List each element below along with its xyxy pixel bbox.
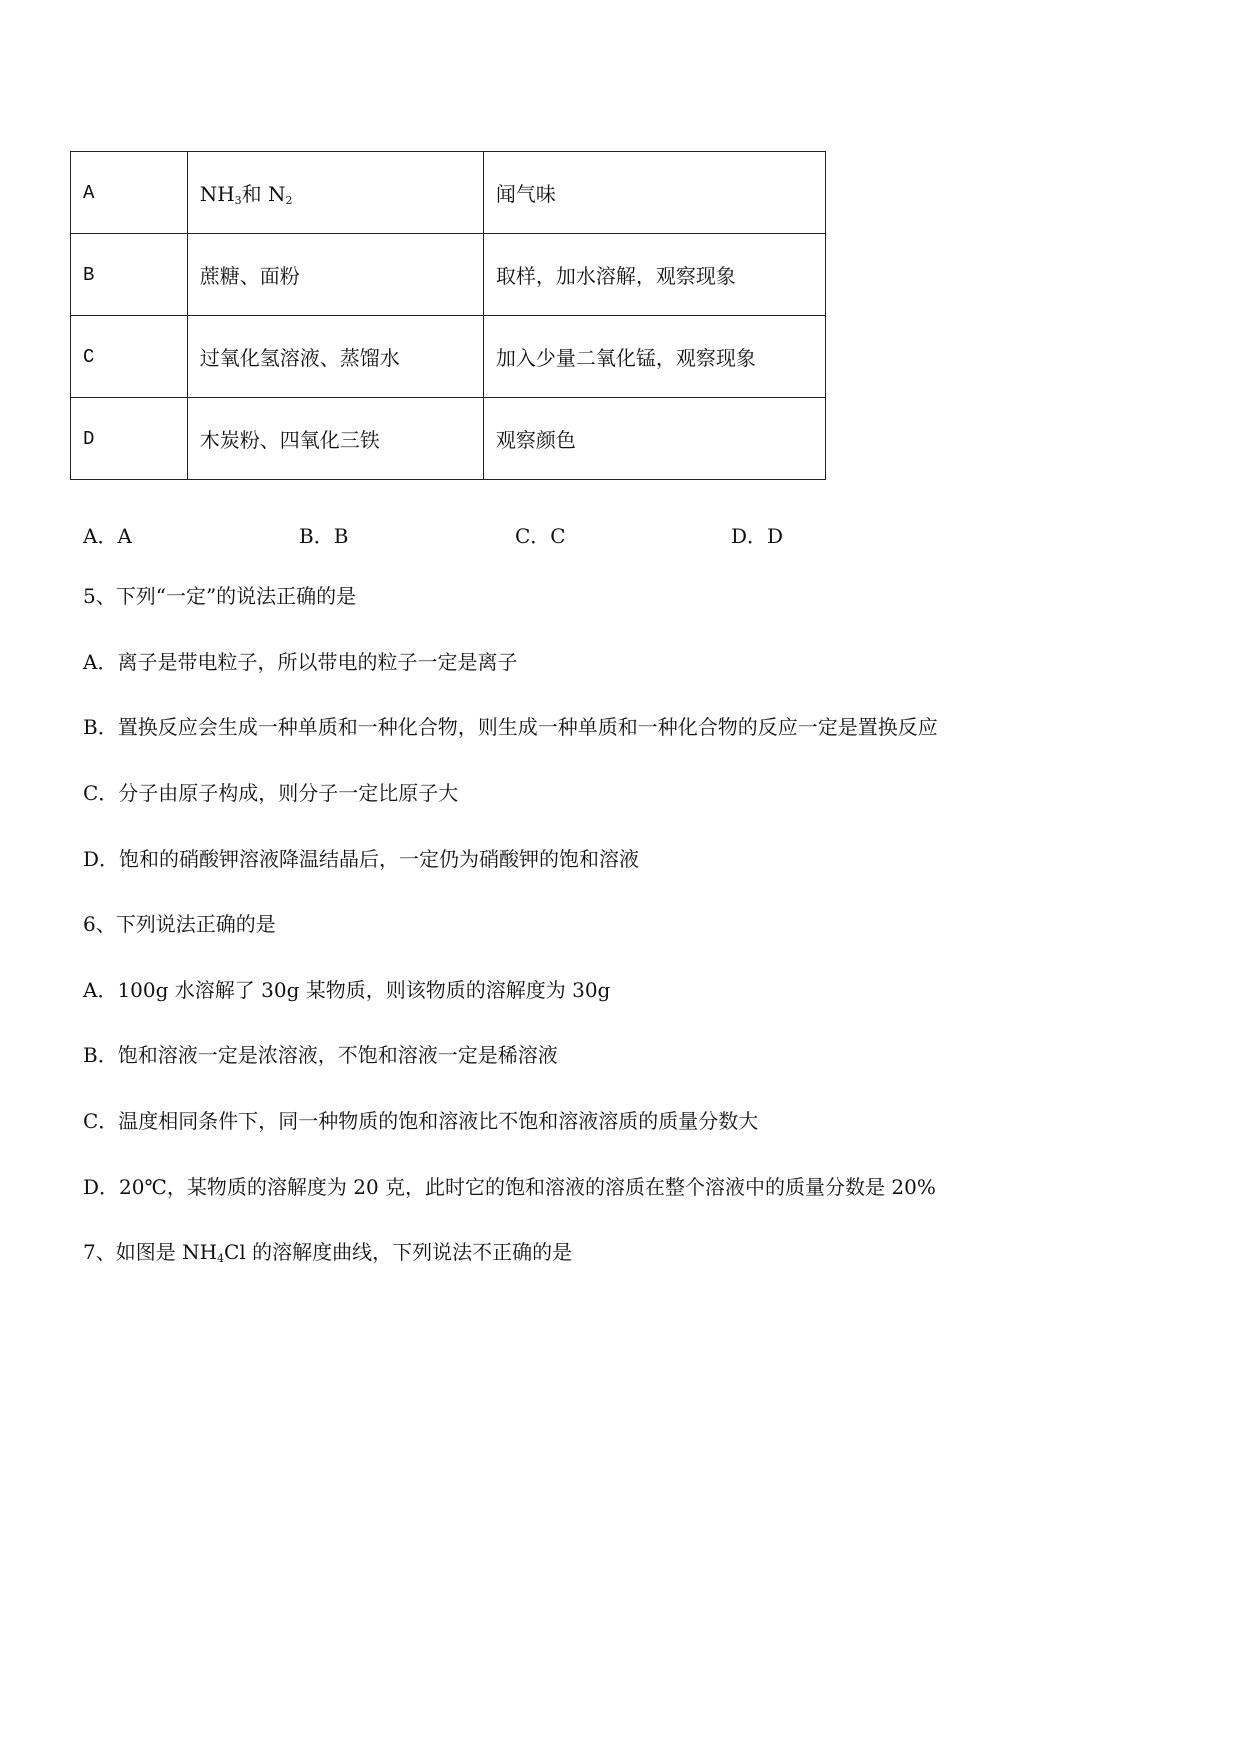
row-method: 闻气味 <box>483 152 825 234</box>
choice-c: C．C <box>515 524 566 548</box>
q6-option-c: C．温度相同条件下，同一种物质的饱和溶液比不饱和溶液溶质的质量分数大 <box>83 1109 759 1133</box>
row-item: 木炭粉、四氧化三铁 <box>187 398 483 480</box>
table-row <box>71 234 826 316</box>
q7-stem: 7、如图是 $NH_4Cl$ 的溶解度曲线，下列说法不正确的是 <box>83 1240 573 1265</box>
q5-option-c: C．分子由原子构成，则分子一定比原子大 <box>83 781 459 805</box>
q6-option-d: D．20℃，某物质的溶解度为 20 克，此时它的饱和溶液的溶质在整个溶液中的质量分数是 20% <box>83 1175 936 1199</box>
row-method: 加入少量二氧化锰，观察现象 <box>483 316 825 398</box>
row-key: C <box>71 316 188 398</box>
q6-option-a: A．100g 水溶解了 30g 某物质，则该物质的溶解度为 30g <box>83 978 611 1002</box>
row-key: A <box>71 152 188 234</box>
row-item: 过氧化氢溶液、蒸馏水 <box>187 316 483 398</box>
identification-table <box>70 151 826 480</box>
row-method: 观察颜色 <box>483 398 825 480</box>
table-row <box>71 316 826 398</box>
row-key: D <box>71 398 188 480</box>
row-method: 取样，加水溶解，观察现象 <box>483 234 825 316</box>
table-row <box>71 152 826 234</box>
row-key: B <box>71 234 188 316</box>
q6-option-b: B．饱和溶液一定是浓溶液，不饱和溶液一定是稀溶液 <box>83 1043 558 1067</box>
table-row <box>71 398 826 480</box>
q5-option-d: D．饱和的硝酸钾溶液降温结晶后，一定仍为硝酸钾的饱和溶液 <box>83 847 640 871</box>
row-item: 蔗糖、面粉 <box>187 234 483 316</box>
choice-b: B．B <box>299 524 349 548</box>
q5-stem: 5、下列“一定”的说法正确的是 <box>83 584 357 608</box>
row-item: $NH_3$和 $N_2$ <box>187 152 483 234</box>
q5-option-b: B．置换反应会生成一种单质和一种化合物，则生成一种单质和一种化合物的反应一定是置换反应 <box>83 715 938 739</box>
q5-option-a: A．离子是带电粒子，所以带电的粒子一定是离子 <box>83 650 518 674</box>
choice-d: D．D <box>731 524 784 548</box>
choice-a: A．A <box>83 524 132 548</box>
q6-stem: 6、下列说法正确的是 <box>83 912 276 936</box>
